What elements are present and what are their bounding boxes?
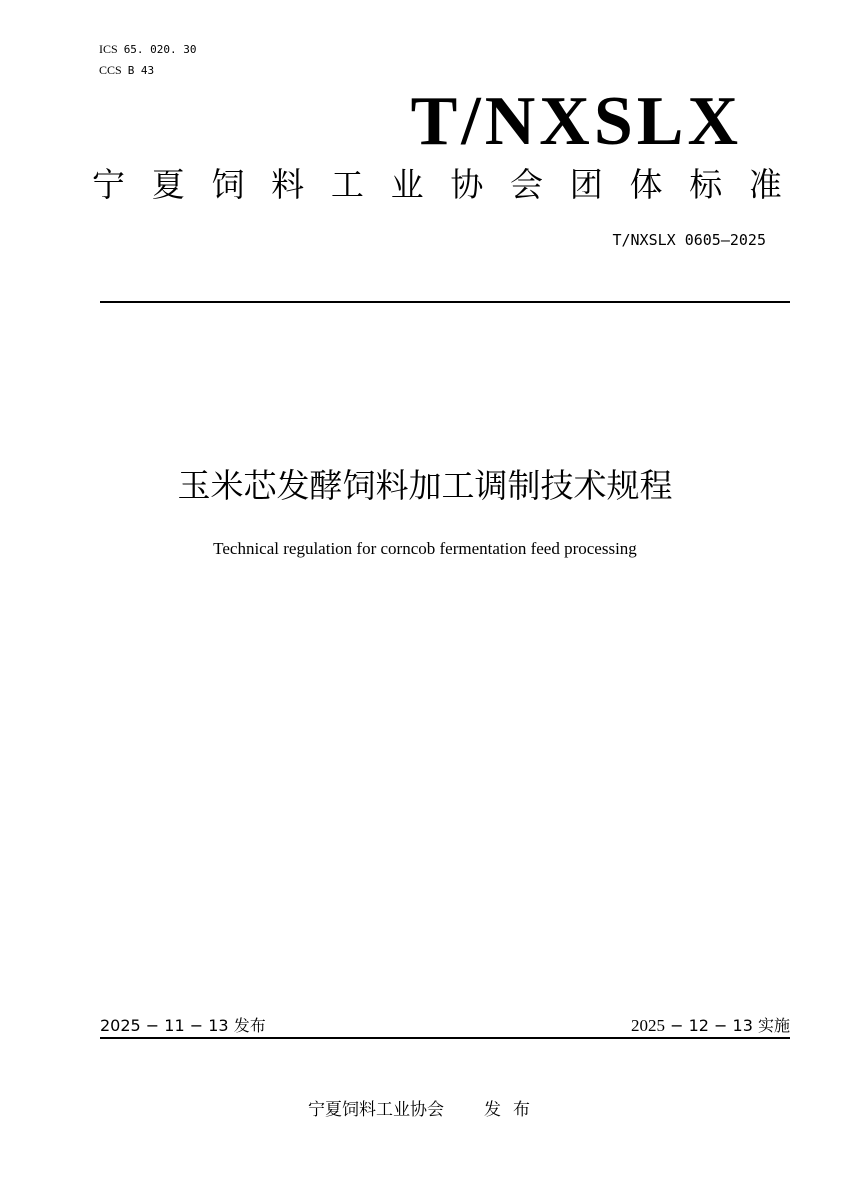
association-char: 会 [510, 165, 544, 204]
chinese-title: 玉米芯发酵饲料加工调制技术规程 [177, 466, 673, 505]
publisher-name: 宁夏饲料工业协会 [308, 1100, 444, 1120]
publish-date-label: 发布 [233, 1016, 266, 1035]
implement-date-rest: − 12 − 13 [665, 1016, 753, 1035]
ccs-code [99, 63, 154, 78]
ics-value: 65. 020. 30 [123, 43, 197, 56]
association-char: 料 [271, 165, 305, 204]
association-char: 宁 [92, 165, 125, 204]
ics-label: ICS [99, 42, 118, 56]
header-divider [100, 301, 790, 303]
publisher-line [0, 1098, 850, 1122]
association-char: 团 [569, 165, 603, 204]
association-title [92, 160, 782, 210]
ccs-value: B 43 [127, 64, 155, 77]
ccs-label: CCS [99, 63, 122, 77]
implement-date-year: 2025 [631, 1016, 666, 1035]
publisher-verb: 发布 [484, 1100, 542, 1120]
implement-date [631, 1015, 790, 1037]
ics-code [99, 42, 197, 57]
english-title: Technical regulation for corncob fermentation feed processing [213, 539, 637, 558]
association-char: 协 [450, 165, 484, 204]
association-char: 夏 [151, 165, 185, 204]
association-char: 工 [330, 165, 364, 204]
association-char: 准 [748, 165, 782, 204]
publish-date [100, 1015, 266, 1037]
association-char: 体 [629, 165, 663, 204]
association-char: 标 [689, 165, 723, 204]
publish-date-value: 2025 − 11 − 13 [100, 1016, 229, 1035]
standard-number: T/NXSLX 0605—2025 [612, 231, 766, 249]
standard-code-logo: T/NXSLX [410, 83, 742, 160]
implement-date-label: 实施 [757, 1016, 790, 1035]
association-char: 业 [390, 165, 424, 204]
footer-divider [100, 1037, 790, 1039]
association-char: 饲 [211, 165, 245, 204]
